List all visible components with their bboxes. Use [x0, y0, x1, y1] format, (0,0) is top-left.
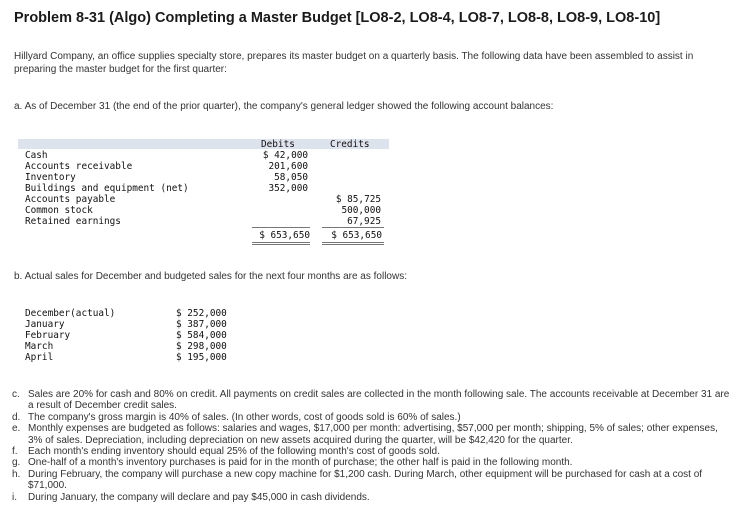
debit-value: 352,000 [268, 183, 308, 194]
credit-value: 500,000 [341, 205, 381, 216]
account-names [25, 150, 189, 227]
debit-total-rule [252, 227, 310, 228]
list-item-text: Sales are 20% for cash and 80% on credit. All payments on credit sales are collected in the month following sale. The accounts receivable at December 31 are a result of December credit sales. [28, 389, 730, 412]
credit-total-rule [322, 227, 384, 228]
sales-value: $ 387,000 [176, 319, 227, 330]
credit-value: $ 85,725 [335, 194, 381, 205]
credit-double-rule [322, 242, 384, 245]
list-item-text: One-half of a month's inventory purchases is paid for in the month of purchase; the other half is paid in the following month. [28, 457, 573, 469]
account-name: Retained earnings [25, 216, 121, 227]
item-b-text: b. Actual sales for December and budgeted sales for the next four months are as follows: [14, 271, 407, 282]
item-a-text: a. As of December 31 (the end of the prior quarter), the company's general ledger showed the following account balances: [14, 101, 554, 112]
list-item [12, 412, 732, 423]
sales-values [176, 308, 227, 363]
list-marker: f. [12, 446, 18, 458]
debit-value: 201,600 [268, 161, 308, 172]
list-item-text: During February, the company will purchase a new copy machine for $1,200 cash. During March, other equipment will be purchased for cash at a cost of $71,000. [28, 468, 703, 492]
list-item [12, 423, 732, 446]
list-item-text: Monthly expenses are budgeted as follows: salaries and wages, $17,000 per month: advertising, $57,000 per month; shipping, 5% of sales; other expenses, 3% of sales. Depreciation, including depreciation on new assets acquired during the quarter, will be $42,420 for the quarter. [28, 423, 718, 446]
account-name: Cash [25, 150, 48, 161]
list-item [12, 446, 732, 457]
sales-value: $ 298,000 [176, 341, 227, 352]
sales-value: $ 195,000 [176, 352, 227, 363]
debit-value: $ 42,000 [262, 150, 308, 161]
total-debits: $ 653,650 [259, 230, 310, 241]
list-item [12, 492, 732, 503]
list-item-text: During January, the company will declare and pay $45,000 in cash dividends. [28, 491, 370, 503]
debit-double-rule [252, 242, 310, 245]
credits-header: Credits [330, 139, 370, 150]
debit-value: 58,050 [274, 172, 308, 183]
assumptions-list [12, 389, 732, 503]
list-item [12, 457, 732, 468]
sales-value: $ 584,000 [176, 330, 227, 341]
list-item-text: Each month's ending inventory should equal 25% of the following month's cost of goods sold. [28, 446, 440, 458]
sales-month: December(actual) [25, 308, 116, 319]
total-credits: $ 653,650 [331, 230, 382, 241]
intro-paragraph: Hillyard Company, an office supplies specialty store, prepares its master budget on a quarterly basis. The following data have been assembled to assist in preparing the master budget for the first quarter: [14, 51, 694, 75]
sales-month: February [25, 330, 71, 341]
sales-month: April [25, 352, 54, 363]
list-marker: i. [12, 491, 17, 503]
sales-months [25, 308, 115, 363]
account-name: Buildings and equipment (net) [25, 183, 189, 194]
page-title: Problem 8-31 (Algo) Completing a Master Budget [LO8-2, LO8-4, LO8-7, LO8-8, LO8-9, LO8-10] [14, 10, 661, 26]
account-name: Accounts receivable [25, 161, 133, 172]
list-item [12, 469, 732, 492]
account-name: Common stock [25, 205, 93, 216]
sales-month: March [25, 341, 54, 352]
list-item [12, 389, 732, 412]
list-marker: h. [12, 468, 21, 480]
sales-month: January [25, 319, 65, 330]
list-marker: g. [12, 457, 21, 469]
sales-value: $ 252,000 [176, 308, 227, 319]
debits-column [254, 150, 308, 194]
list-marker: e. [12, 423, 21, 435]
credit-value: 67,925 [347, 216, 381, 227]
list-marker: d. [12, 411, 21, 423]
credits-column [324, 194, 381, 227]
debits-header: Debits [261, 139, 295, 150]
account-name: Accounts payable [25, 194, 116, 205]
list-item-text: The company's gross margin is 40% of sales. (In other words, cost of goods sold is 60% of sales.) [28, 411, 461, 423]
list-marker: c. [12, 389, 20, 400]
account-name: Inventory [25, 172, 76, 183]
